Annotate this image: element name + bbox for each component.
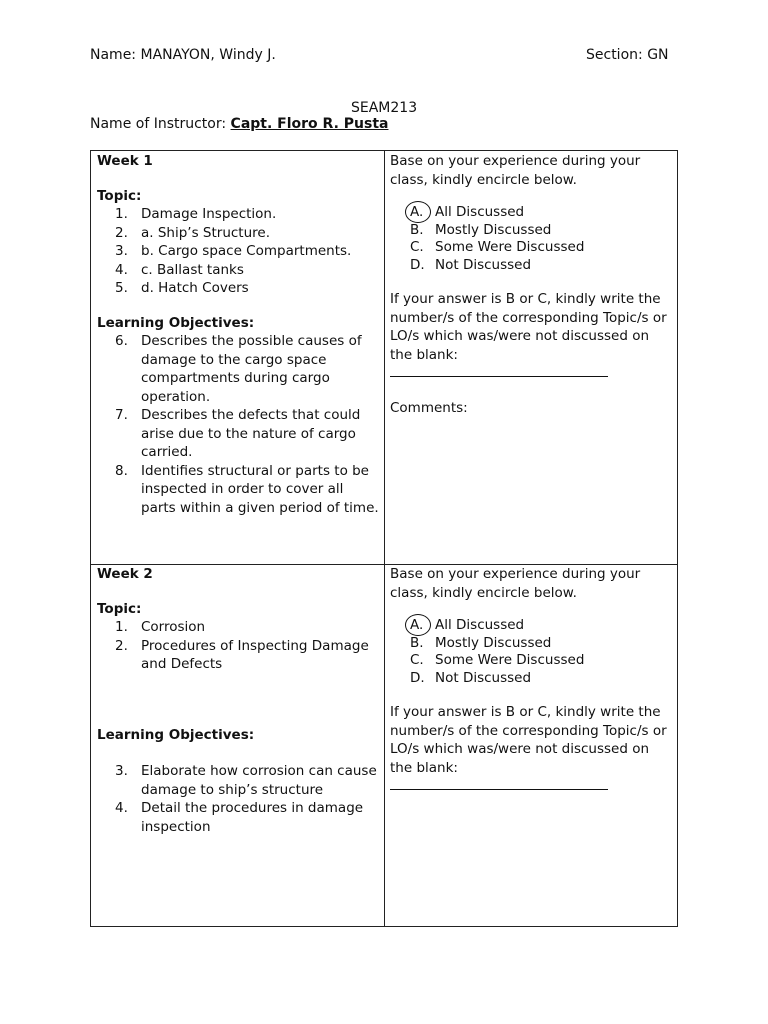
choice-d[interactable]: D. Not Discussed: [410, 256, 532, 273]
followup-text: If your answer is B or C, kindly write the number/s of the corresponding Topic/s or LO/s which was/were not discussed on the blank:: [390, 703, 670, 796]
list-item: 3. Elaborate how corrosion can cause damage to ship’s structure: [115, 763, 377, 798]
objectives-list: [97, 332, 381, 517]
topic-list: [97, 205, 381, 298]
week1-feedback: [390, 152, 670, 417]
topic-label: Topic:: [97, 600, 142, 617]
list-item: 7. Describes the defects that could arise due to the nature of cargo carried.: [115, 407, 361, 460]
section: [586, 47, 669, 63]
list-item: 4. c. Ballast tanks: [115, 261, 244, 278]
answer-blank[interactable]: [390, 777, 608, 790]
choice-b[interactable]: B. Mostly Discussed: [410, 634, 552, 651]
list-item: 2. a. Ship’s Structure.: [115, 224, 271, 241]
objectives-label: Learning Objectives:: [97, 726, 255, 743]
column-divider: [384, 151, 385, 926]
instructor-label: Name of Instructor:: [90, 116, 227, 132]
list-item: 5. d. Hatch Covers: [115, 280, 249, 296]
choice-c[interactable]: C. Some Were Discussed: [410, 652, 585, 668]
choice-b[interactable]: B. Mostly Discussed: [410, 221, 552, 238]
section-value: GN: [647, 47, 669, 63]
comments-label: Comments:: [390, 399, 468, 416]
followup-text: If your answer is B or C, kindly write the number/s of the corresponding Topic/s or LO/s which was/were not discussed on the blank:: [390, 290, 670, 383]
list-item: 2. Procedures of Inspecting Damage and Defects: [115, 637, 369, 672]
list-item: 1. Damage Inspection.: [115, 206, 277, 222]
choice-a[interactable]: A. All Discussed: [390, 617, 670, 635]
choice-c[interactable]: C. Some Were Discussed: [410, 239, 585, 255]
evaluation-table: [90, 150, 678, 927]
name-value: MANAYON, Windy J.: [140, 47, 276, 63]
week-title: Week 2: [97, 566, 153, 582]
week2-content: [97, 565, 381, 836]
section-label: Section:: [586, 47, 643, 63]
name-label: Name:: [90, 47, 137, 63]
list-item: 4. Detail the procedures in damage inspection: [115, 800, 364, 835]
student-name: [90, 47, 276, 63]
objectives-list: [97, 762, 381, 836]
instructor-line: [90, 116, 388, 132]
choice-list: [390, 204, 670, 274]
choice-list: [390, 617, 670, 687]
list-item: 1. Corrosion: [115, 619, 206, 635]
prompt-text: Base on your experience during your class, kindly encircle below.: [390, 566, 641, 601]
prompt-text: Base on your experience during your class, kindly encircle below.: [390, 153, 641, 188]
choice-d[interactable]: D. Not Discussed: [410, 669, 532, 686]
topic-list: [97, 618, 381, 674]
list-item: 6. Describes the possible causes of damage to the cargo space compartments during cargo operation.: [115, 333, 362, 405]
instructor-name: Capt. Floro R. Pusta: [230, 116, 389, 132]
course-code: SEAM213: [351, 100, 418, 116]
week-title: Week 1: [97, 153, 153, 169]
topic-label: Topic:: [97, 187, 142, 204]
objectives-label: Learning Objectives:: [97, 314, 255, 331]
week1-content: [97, 152, 381, 517]
week2-feedback: [390, 565, 670, 796]
list-item: 3. b. Cargo space Compartments.: [115, 243, 352, 259]
list-item: 8. Identifies structural or parts to be inspected in order to cover all parts within a given period of time.: [115, 462, 379, 516]
answer-blank[interactable]: [390, 364, 608, 377]
choice-a[interactable]: A. All Discussed: [390, 204, 670, 222]
